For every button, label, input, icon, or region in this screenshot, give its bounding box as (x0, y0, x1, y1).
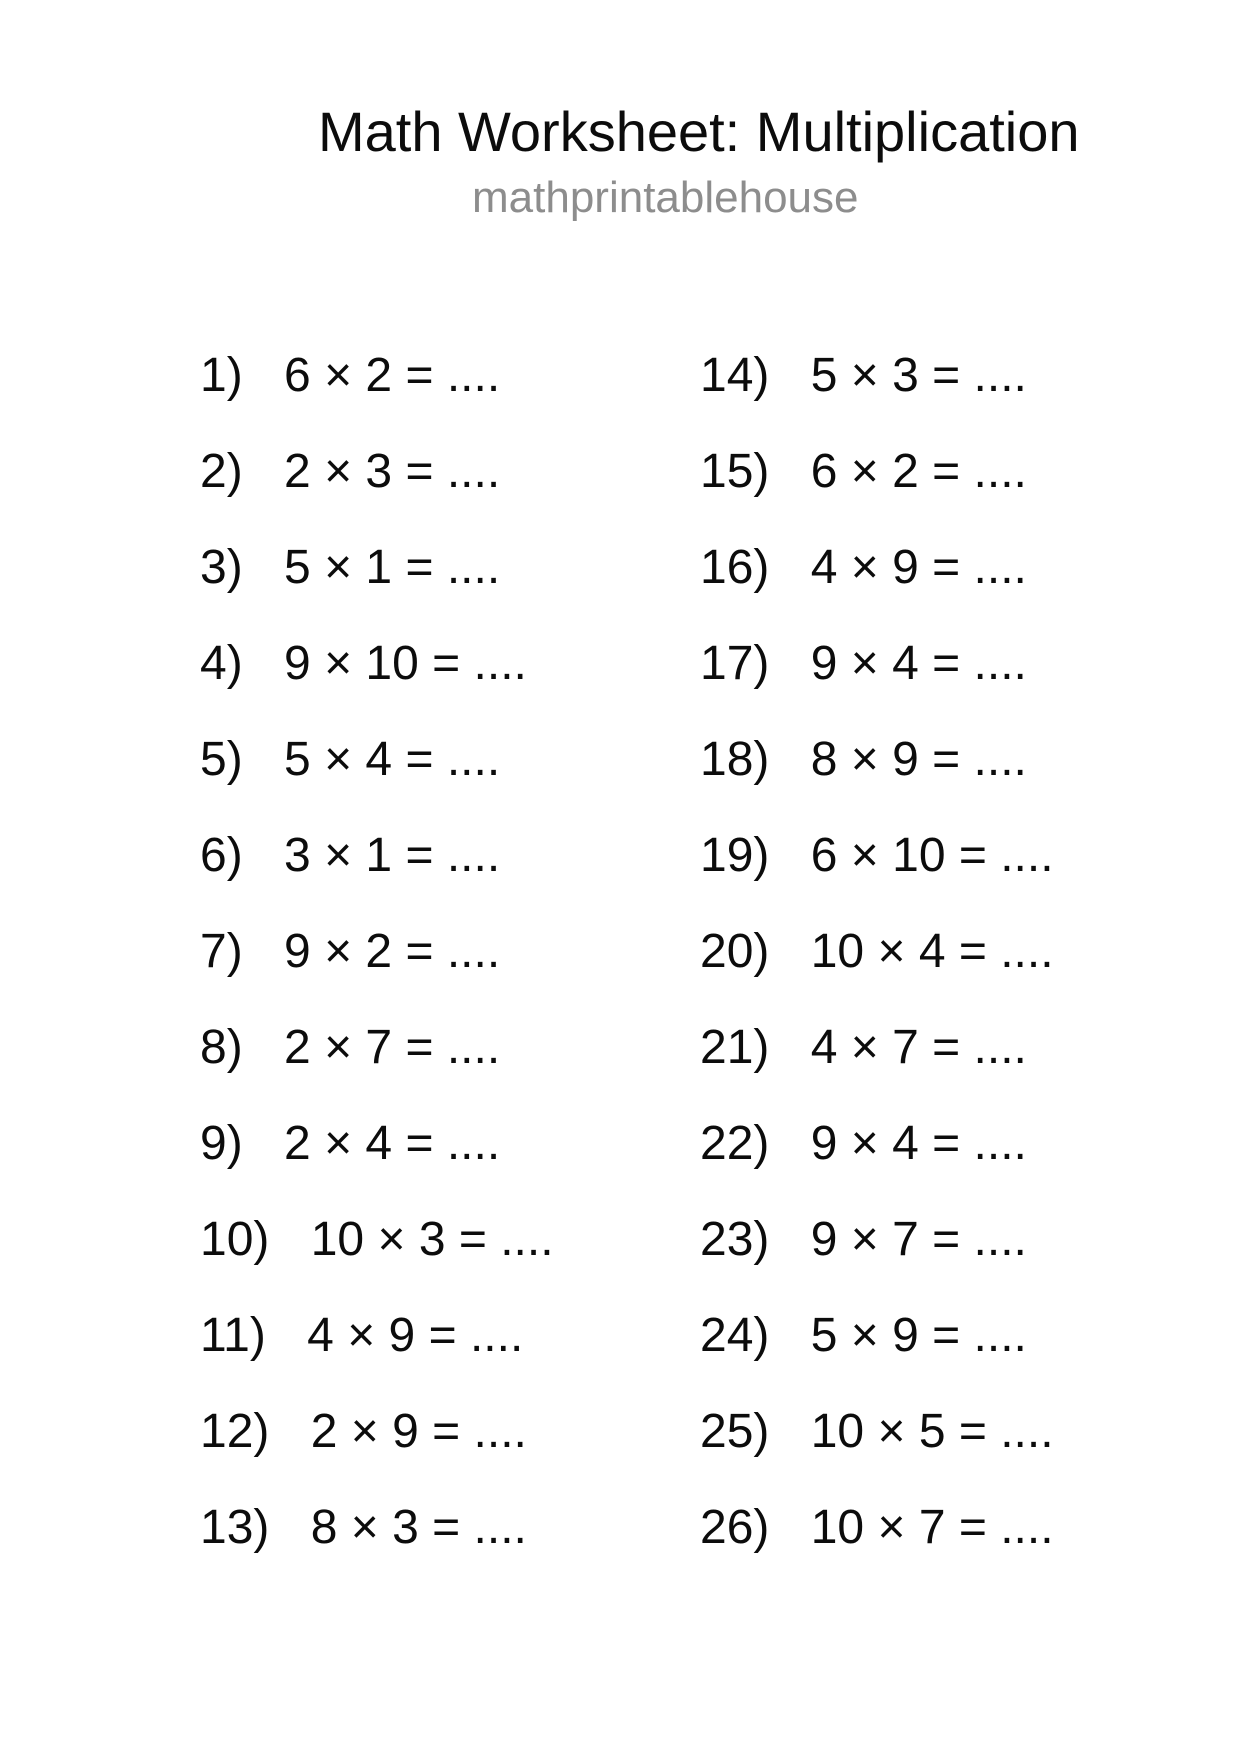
problem-expression: 9 × 4 = .... (810, 1117, 1027, 1170)
problem-row (200, 712, 660, 808)
problem-number: 21) (700, 1021, 770, 1074)
problem-expression: 2 × 7 = .... (284, 1021, 501, 1074)
problem-expression: 5 × 4 = .... (284, 733, 501, 786)
problem-row (200, 1096, 660, 1192)
problem-number: 5) (200, 733, 243, 786)
problem-expression: 8 × 9 = .... (810, 733, 1027, 786)
problem-number: 22) (700, 1117, 770, 1170)
problem-row (200, 1192, 660, 1288)
problem-expression: 4 × 9 = .... (307, 1309, 524, 1362)
problem-number: 2) (200, 445, 243, 498)
problem-expression: 2 × 3 = .... (284, 445, 501, 498)
problem-number: 18) (700, 733, 770, 786)
problem-row (700, 1192, 1160, 1288)
problem-row (700, 712, 1160, 808)
problem-expression: 5 × 1 = .... (284, 541, 501, 594)
problem-expression: 4 × 9 = .... (810, 541, 1027, 594)
problem-row (200, 328, 660, 424)
problem-row (700, 1480, 1160, 1576)
problem-row (700, 424, 1160, 520)
problem-expression: 10 × 4 = .... (810, 925, 1054, 978)
problem-number: 15) (700, 445, 770, 498)
problem-row (700, 1096, 1160, 1192)
problem-expression: 6 × 2 = .... (810, 445, 1027, 498)
problem-number: 3) (200, 541, 243, 594)
problem-expression: 10 × 3 = .... (310, 1213, 554, 1266)
problem-expression: 10 × 5 = .... (810, 1405, 1054, 1458)
problem-number: 6) (200, 829, 243, 882)
problem-row (700, 808, 1160, 904)
problem-number: 11) (200, 1309, 266, 1362)
problem-number: 13) (200, 1501, 270, 1554)
problem-number: 1) (200, 349, 243, 402)
problems-column-left (200, 328, 660, 1576)
problem-row (700, 520, 1160, 616)
problem-expression: 9 × 4 = .... (810, 637, 1027, 690)
problem-row (200, 424, 660, 520)
problem-row (200, 520, 660, 616)
problems-column-right (700, 328, 1160, 1576)
problem-row (700, 1288, 1160, 1384)
problem-number: 20) (700, 925, 770, 978)
problem-number: 24) (700, 1309, 770, 1362)
problem-number: 7) (200, 925, 243, 978)
problem-number: 10) (200, 1213, 270, 1266)
problem-row (700, 904, 1160, 1000)
problem-number: 19) (700, 829, 770, 882)
problem-row (200, 1384, 660, 1480)
page-title: Math Worksheet: Multiplication (318, 100, 1080, 163)
problem-row (200, 1000, 660, 1096)
problem-number: 17) (700, 637, 770, 690)
problem-expression: 2 × 9 = .... (310, 1405, 527, 1458)
problem-expression: 5 × 3 = .... (810, 349, 1027, 402)
problem-row (200, 1288, 660, 1384)
problem-expression: 5 × 9 = .... (810, 1309, 1027, 1362)
problem-expression: 2 × 4 = .... (284, 1117, 501, 1170)
problem-row (700, 328, 1160, 424)
problem-expression: 6 × 10 = .... (810, 829, 1054, 882)
problem-number: 14) (700, 349, 770, 402)
problem-number: 8) (200, 1021, 243, 1074)
problem-row (700, 1384, 1160, 1480)
problem-row (700, 616, 1160, 712)
problem-row (200, 904, 660, 1000)
problem-row (200, 616, 660, 712)
problem-expression: 8 × 3 = .... (310, 1501, 527, 1554)
problem-expression: 10 × 7 = .... (810, 1501, 1054, 1554)
problem-number: 4) (200, 637, 243, 690)
problem-number: 9) (200, 1117, 243, 1170)
page-subtitle: mathprintablehouse (472, 173, 859, 222)
problem-expression: 6 × 2 = .... (284, 349, 501, 402)
problem-number: 26) (700, 1501, 770, 1554)
problem-expression: 3 × 1 = .... (284, 829, 501, 882)
problem-row (200, 1480, 660, 1576)
problem-row (700, 1000, 1160, 1096)
problem-row (200, 808, 660, 904)
problem-expression: 9 × 10 = .... (284, 637, 527, 690)
problem-number: 25) (700, 1405, 770, 1458)
problem-number: 23) (700, 1213, 770, 1266)
problem-expression: 9 × 2 = .... (284, 925, 501, 978)
problem-number: 12) (200, 1405, 270, 1458)
problem-expression: 4 × 7 = .... (810, 1021, 1027, 1074)
problem-expression: 9 × 7 = .... (810, 1213, 1027, 1266)
problem-number: 16) (700, 541, 770, 594)
